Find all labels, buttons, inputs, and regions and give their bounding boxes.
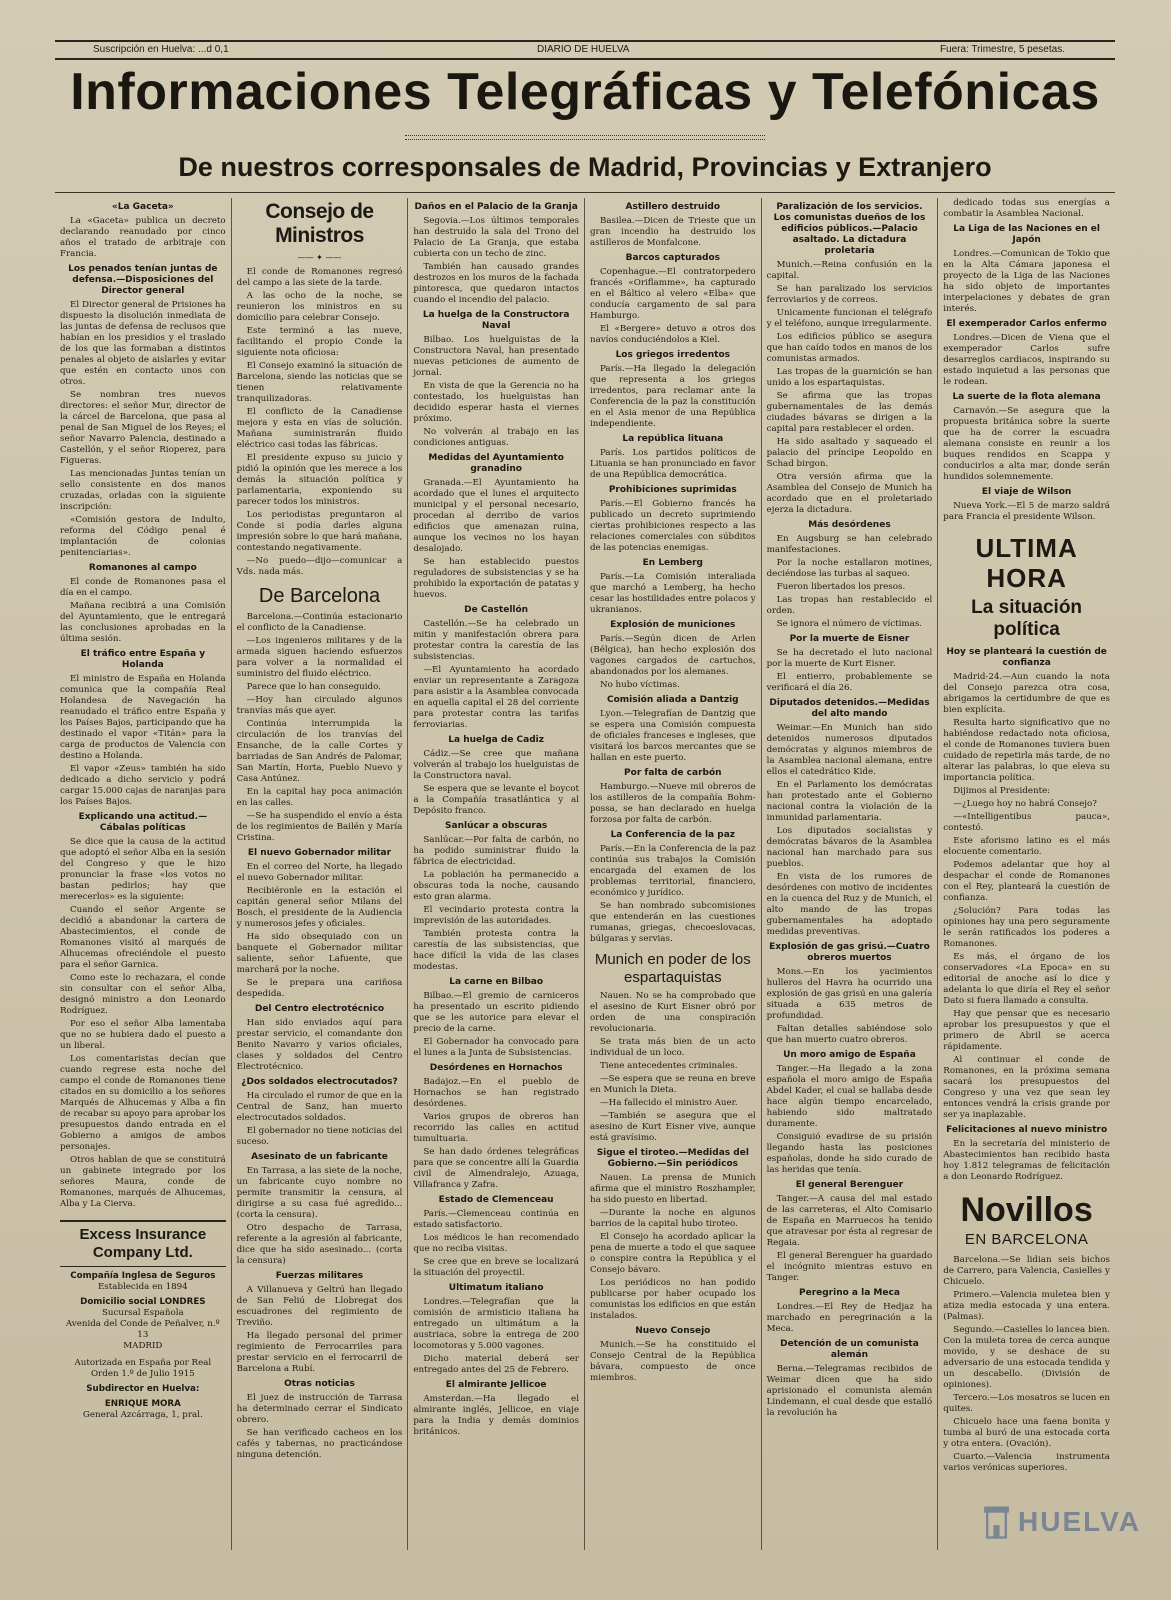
paragraph: Se trata más bien de un acto individual de un loco. [589, 1037, 756, 1058]
paragraph: A Villanueva y Geltrú han llegado de San Feliú de Llobregat dos escuadrones del regimiento de Treviño. [236, 1285, 403, 1328]
paragraph: Se ignora el número de víctimas. [776, 619, 923, 629]
paragraph: El vecindario protesta contra la imprevisión de las autoridades. [413, 905, 579, 926]
paragraph: Castellón.—Se ha celebrado un mitin y manifestación obrera para protestar contra la carestía de las subsistencias. [413, 619, 579, 662]
headline-centro: Del Centro electrotécnico [254, 1004, 385, 1014]
paragraph: Barcelona.—Continúa estacionario el conflicto de la Canadiense. [236, 612, 403, 633]
headline-castellon: De Castellón [464, 605, 529, 615]
headline-jellicoe: El almirante Jellicoe [445, 1380, 547, 1390]
headline-prohibiciones: Prohibiciones suprimidas [608, 485, 737, 495]
paragraph: —También se asegura que el asesino de Kurt Eisner vive, aunque está gravísimo. [589, 1111, 756, 1143]
headline-ultima-hora: ULTIMA HORA [975, 533, 1078, 593]
headline-sanlucar: Sanlúcar a obscuras [445, 821, 548, 831]
paragraph: Basilea.—Dicen de Trieste que un gran incendio ha destruido los astilleros de Monfalcone. [589, 216, 756, 248]
paragraph: No hubo víctimas. [599, 680, 680, 690]
paragraph: Nauen. No se ha comprobado que el asesino de Kurt Eisner obró por orden de una conspiración revolucionaria. [589, 991, 756, 1034]
paragraph: París.—En la Conferencia de la paz continúa sus trabajos la Comisión encargada del examen de los problemas territorial, financiero, económico y jurídico. [589, 844, 756, 898]
headline-novillos: Novillos [960, 1191, 1093, 1229]
headline-actitud: Explicando una actitud.—Cábalas políticas [78, 812, 208, 833]
paragraph: Este aforismo latino es el más elocuente comentario. [943, 836, 1110, 857]
paragraph: —No puedo—dijo—comunicar a Vds. nada más. [236, 556, 403, 577]
headline-ultimatum: Ultimatum italiano [448, 1283, 544, 1293]
paragraph: Barcelona.—Se lidian seis bichos de Carrero, para Valencia, Casielles y Chicuelo. [943, 1255, 1110, 1287]
ornament-divider [405, 135, 765, 140]
paragraph: Hay que pensar que es necesario aprobar los presupuestos y que el primero de Abril se acerca rápidamente. [943, 1009, 1110, 1052]
paragraph: Es más, el órgano de los conservadores «La Epoca» en su editorial de anoche así lo dice y adelanta lo que diría el Rey el señor Dato si fuera llamado a consulta. [943, 952, 1110, 1006]
paragraph: En el correo del Norte, ha llegado el nuevo Gobernador militar. [236, 862, 403, 883]
headline-astillero: Astillero destruido [625, 202, 721, 212]
ad-company-name: Excess Insurance Company Ltd. [60, 1226, 226, 1267]
paragraph: La «Gaceta» publica un decreto declarando reanudado por cinco años el tratado de arbitraje con Francia. [60, 216, 226, 259]
paragraph: También protesta contra la carestía de las subsistencias, que hace difícil la vida de las clases modestas. [413, 929, 579, 972]
paragraph: Cádiz.—Se cree que mañana volverán al trabajo los huelguistas de la Constructora naval. [413, 749, 579, 781]
paragraph: La población ha permanecido a obscuras toda la noche, causando esto gran alarma. [413, 870, 579, 902]
headline-griegos: Los griegos irredentos [615, 350, 731, 360]
headline-granadino: Medidas del Ayuntamiento granadino [428, 453, 564, 474]
page-title: Informaciones Telegráficas y Telefónicas [70, 63, 1100, 121]
paragraph: Nauen. La prensa de Munich afirma que el ministro Roszhampler, ha sido puesto en libertad. [589, 1173, 756, 1205]
paragraph: —El Ayuntamiento ha acordado enviar un representante a Zaragoza para asistir a la Asamblea convocada en aquella capital el 28 del corriente para protestar contra las tarifas ferroviarias. [413, 665, 579, 730]
headline-barcos: Barcos capturados [625, 253, 721, 263]
paragraph: ¿Solución? Para todas las opiniones hay una pero seguramente le serán ratificados los poderes a Romanones. [943, 906, 1110, 949]
headline-japon: La Liga de las Naciones en el Japón [953, 224, 1100, 245]
paragraph: —Hoy han circulado algunos tranvías más que ayer. [236, 695, 403, 716]
paragraph: Fueron libertados los presos. [776, 582, 906, 592]
paragraph: Los edificios público se asegura que han caído todos en manos de los comunistas armados. [766, 332, 933, 364]
paragraph: Los periodistas preguntaron al Conde si podía darles alguna impresión sobre lo que hará mañana, contestando negativamente. [236, 510, 403, 553]
paragraph: El conde de Romanones regresó del campo a las siete de la tarde. [236, 267, 403, 288]
headline-gaceta: «La Gaceta» [111, 202, 174, 212]
paragraph: Resulta harto significativo que no habiéndose redactado nota oficiosa, el conde de Romanones tuviera buen cuidado de repetirla más tarde, de no alterar las palabras, lo que eleva su importancia política. [943, 718, 1110, 783]
paragraph: El ministro de España en Holanda comunica que la compañía Real Holandesa de Navegación ha reanudado el tráfico entre España y los Países Bajos, participando que ha destinado el vapor «Titán» para la carga de productos de Valencia con destino a Holanda. [60, 674, 226, 761]
masthead-subscription: Suscripción en Huelva: ...d 0,1 [93, 44, 229, 55]
paragraph: Parece que lo han conseguido. [246, 682, 381, 692]
paragraph: Se espera que se levante el boycot a la Compañía trasatlántica y al Depósito franco. [413, 784, 579, 816]
paragraph: Los periódicos no han podido publicarse por haber ocupado los comunistas los edificios en que están instalados. [589, 1278, 756, 1321]
column-5 [762, 198, 939, 1550]
paragraph: Al continuar el conde de Romanones, en la próxima semana sacará los presupuestos del Congreso y una vez que sean ley entonces vendrá la crisis grande por ser ya inaplazable. [943, 1055, 1110, 1120]
paragraph: Ha circulado el rumor de que en la Central de Sanz, han muerto electrocutados soldados. [236, 1091, 403, 1123]
paragraph: Mons.—En los yacimientos hulleros del Havra ha ocurrido una explosión de gas grisú en una galería situada a 635 metros de profundidad. [766, 967, 933, 1021]
paragraph: —Durante la noche en algunos barrios de la capital hubo tiroteo. [589, 1208, 756, 1229]
headline-danos: Daños en el Palacio de la Granja [414, 202, 578, 212]
paragraph: Bilbao.—El gremio de carniceros ha presentado un escrito pidiendo que se les autorice para elevar el precio de la carne. [413, 991, 579, 1034]
paragraph: Ha sido obsequiado con un banquete el Gobernador militar saliente, señor Lafuente, que marchará por la noche. [236, 932, 403, 975]
article-columns [55, 198, 1115, 1550]
paragraph: Tercero.—Los mosatros se lucen en quites. [943, 1393, 1110, 1414]
paragraph: Otro despacho de Tarrasa, referente a la agresión al fabricante, dice que ha sido asesinado... (corta la censura) [236, 1223, 403, 1266]
paragraph: Se cree que en breve se localizará la situación del proyectil. [413, 1257, 579, 1278]
paragraph: El presidente expuso su juicio y pidió la opinión que les merece a los demás la situación política y parlamentaria, exponiendo su parecer todos los ministros. [236, 453, 403, 507]
column-4 [585, 198, 762, 1550]
paragraph: El Consejo ha acordado aplicar la pena de muerte a todo el que saquee o conspire contra la República y el Consejo bávaro. [589, 1232, 756, 1275]
paragraph: Se dice que la causa de la actitud que adoptó el señor Alba en la sesión del Congreso y que le hizo pronunciar la frase «los votos no bastan pedirlos; hay que merecerlos» es la siguiente: [60, 837, 226, 902]
paragraph: El vapor «Zeus» también ha sido dedicado a dicho servicio y podrá cargar 15.000 cajas de naranjas para los Países Bajos. [60, 764, 226, 807]
headline-carbon: Por falta de carbón [624, 768, 722, 778]
headline-flota: La suerte de la flota alemana [952, 392, 1101, 402]
column-6 [938, 198, 1115, 1550]
paragraph: Granada.—El Ayuntamiento ha acordado que el lunes el arquitecto municipal y el personal necesario, procedan al derribo de varios edificios que amenazan ruina, aunque los vecinos no los hayan desalojado. [413, 478, 579, 554]
headline-munich: Munich en poder de los espartaquistas [594, 951, 751, 986]
column-2 [232, 198, 409, 1550]
watermark-text: HUELVA [1018, 1506, 1141, 1537]
paragraph: Los médicos le han recomendado que no reciba visitas. [413, 1233, 579, 1254]
headline-consejo: Consejo de Ministros [265, 200, 374, 247]
paragraph: En Tarrasa, a las siete de la noche, un fabricante cuyo nombre no permite transmitir la censura, al dirigirse a su casa fué agredido... (corta la censura). [236, 1166, 403, 1220]
paragraph: Los comentaristas decían que cuando regrese esta noche del campo el conde de Romanones tiene citados en su domicilio a los señores Marqués de Alhucemas y Alba a fin de recabar su apoyo para aprobar los presupuestos dando entrada en el Gobierno a amigos de ambos personajes. [60, 1054, 226, 1152]
masthead-newspaper-name: DIARIO DE HUELVA [537, 44, 630, 55]
paragraph: Se han verificado cacheos en los cafés y tabernas, no practicándose ninguna detención. [236, 1428, 403, 1460]
headline-carne: La carne en Bilbao [449, 977, 544, 987]
paragraph: Se han nombrado subcomisiones que entenderán en las cuestiones rumanas, griegas, checoeslovacas, búlgaras y servias. [589, 901, 756, 944]
paragraph: Se han dado órdenes telegráficas para que se concentre allí la Guardia civil de Almendralejo, Azuaga, Villafranca y Zafra. [413, 1147, 579, 1190]
paragraph: Dijimos al Presidente: [953, 786, 1051, 796]
headline-tiroteo: Sigue el tiroteo.—Medidas del Gobierno.—Sin periódicos [596, 1148, 749, 1169]
headline-lemberg: En Lemberg [642, 558, 703, 568]
masthead [55, 40, 1115, 60]
paragraph: Los diputados socialistas y demócratas bávaros de la Asamblea nacional han marchado para sus pueblos. [766, 826, 933, 869]
headline-trafico: El tráfico entre España y Holanda [80, 649, 206, 670]
headline-paralizacion: Paralización de los servicios. Los comunistas dueños de los edificios públicos.—Palacio asaltado. La dictadura proletaria [773, 202, 926, 256]
paragraph: En la secretaría del ministerio de Abastecimientos han recibido hasta hoy 1.812 telegramas de felicitación a don Leonardo Rodríguez. [943, 1139, 1110, 1182]
paragraph: Faltan detalles sabiéndose solo que han muerto cuatro obreros. [766, 1024, 933, 1045]
paragraph: A las ocho de la noche, se reunieron los ministros en su domicilio para celebrar Consejo. [236, 291, 403, 323]
headline-eisner: Por la muerte de Eisner [789, 634, 910, 644]
paragraph: Por la noche estallaron motines, deciéndose las turbas al saqueo. [766, 558, 933, 579]
paragraph: Dicho material deberá ser entregado antes del 25 de Febrero. [413, 1354, 579, 1375]
paragraph: Londres.—Telegrafían que la comisión de armisticio italiana ha entregado un ultimátum a la austriaca, sobre la entrega de 200 locomotoras y 5.000 vagones. [413, 1297, 579, 1351]
paragraph: Se le prepara una cariñosa despedida. [236, 978, 403, 999]
paragraph: Se afirma que las tropas gubernamentales de las demás ciudades bávaras se dirigen a la capital para restablecer el orden. [766, 391, 933, 434]
paragraph: —«Intelligentibus pauca», contestó. [943, 812, 1110, 833]
paragraph: —Ha fallecido el ministro Auer. [599, 1098, 738, 1108]
paragraph: París. Los partidos políticos de Lituania se han pronunciado en favor de una República democrática. [589, 448, 756, 480]
paragraph: París.—Clemenceau continúa en estado satisfactorio. [413, 1209, 579, 1230]
paragraph: El Director general de Prisiones ha dispuesto la disolución inmediata de las juntas de defensa de reclusos que habían en los presidios y el traslado de los que las formaban a distintos penales al objeto de aislarles y evitar que estén en contacto unos con otros. [60, 300, 226, 387]
paragraph: Como este lo rechazara, el conde sin consultar con el señor Alba, designó ministro a don Leonardo Rodríguez. [60, 973, 226, 1016]
paragraph: En vista de los rumores de desórdenes con motivo de incidentes en la cuenca del Ruz y de Munich, el alto mando de las tropas gubernamentales ha adoptado medidas preventivas. [766, 872, 933, 937]
headline-detencion: Detención de un comunista alemán [780, 1339, 919, 1360]
paragraph: Han sido enviados aquí para prestar servicio, el comandante don Benito Navarro y varios oficiales, clases y soldados del Centro Electrotécnico. [236, 1018, 403, 1072]
paragraph: París.—Ha llegado la delegación que representa a los griegos irredentos, para reclamar ante la Conferencia de la paz la constitución en el Asia menor de una República independiente. [589, 364, 756, 429]
headline-felicitaciones: Felicitaciones al nuevo ministro [946, 1125, 1108, 1135]
paragraph: Recibiéronle en la estación el capitán general señor Milans del Bosch, el presidente de la Audiencia y numerosos jefes y oficiales. [236, 886, 403, 929]
paragraph: Unicamente funcionan el telégrafo y el teléfono, aunque irregularmente. [766, 308, 933, 329]
paragraph: Se han establecido puestos reguladores de subsistencias y se ha prohibido la exportación de patatas y huevos. [413, 557, 579, 600]
headline-mas-desordenes: Más desórdenes [808, 520, 891, 530]
headline-huelga-naval: La huelga de la Constructora Naval [422, 310, 570, 331]
paragraph: París.—Según dicen de Arlen (Bélgica), han hecho explosión dos vagones cargados de cartuchos, abandonados por los alemanes. [589, 634, 756, 677]
paragraph: Ha sido asaltado y saqueado el palacio del príncipe Leopoldo en Schad birgon. [766, 437, 933, 469]
paragraph: Se nombran tres nuevos directores: el señor Mur, director de la cárcel de Barcelona, que pasa al penal de San Miguel de los Reyes; el señor Navarro Palencia, destinado a Castellón, y el señor Rioperez, para Figueras. [60, 390, 226, 466]
ad-line: Autorizada en España por Real Orden 1.º de Julio 1915 [74, 1358, 212, 1379]
paragraph: Munich.—Reina confusión en la capital. [766, 260, 933, 281]
headline-hornachos: Desórdenes en Hornachos [429, 1063, 563, 1073]
archive-watermark [981, 1494, 1141, 1550]
paragraph: Primero.—Valencia muletea bien y atiza media estocada y una entera. (Palmas). [943, 1290, 1110, 1322]
paragraph: dedicado todas sus energías a combatir la Asamblea Nacional. [943, 198, 1110, 219]
masthead-price: Fuera: Trimestre, 5 pesetas. [939, 44, 1065, 55]
paragraph: Copenhague.—El contratorpedero francés «Oriflamme», ha capturado en el Báltico al velero «Elba» que conducía cargamento de sal para Hamburgo. [589, 267, 756, 321]
paragraph: «Comisión gestora de Indulto, reforma del Código penal é implantación de colonias penitenciarias». [60, 515, 226, 558]
paragraph: Otros hablan de que se constituirá un gabinete integrado por los señores Maura, conde de Romanones, marqués de Alhucemas, Alba y La Cierva. [60, 1155, 226, 1209]
paragraph: El entierro, probablemente se verificará el día 26. [766, 672, 933, 693]
paragraph: Londres.—El Rey de Hedjaz ha marchado en peregrinación a la Meca. [766, 1302, 933, 1334]
paragraph: Otra versión afirma que la Asamblea del Consejo de Munich ha acordado que en el proletariado ejerza la dictadura. [766, 472, 933, 515]
headline-clemenceau: Estado de Clemenceau [438, 1195, 554, 1205]
paragraph: En la capital hay poca animación en las calles. [236, 787, 403, 808]
paragraph: Se han paralizado los servicios ferroviarios y de correos. [766, 284, 933, 305]
headline-lituana: La república lituana [622, 434, 724, 444]
paragraph: Nueva York.—El 5 de marzo saldrá para Francia el presidente Wilson. [943, 501, 1110, 522]
paragraph: Cuarto.—Valencia instrumenta varios verónicas superiores. [943, 1452, 1110, 1473]
paragraph: Weimar.—En Munich han sido detenidos numerosos diputados demócratas y algunos miembros de la Asamblea nacional alemana, entre ellos el catedrático Kide. [766, 723, 933, 777]
ornament-icon: —— ✦ —— [297, 253, 342, 262]
paragraph: El «Bergere» detuvo a otros dos navíos conduciéndolos a Kiel. [589, 324, 756, 345]
paragraph: Madrid-24.—Aun cuando la nota del Consejo parezca otra cosa, abrigamos la certidumbre de que es bien explícita. [943, 672, 1110, 715]
ad-line: Establecida en 1894 [97, 1282, 188, 1292]
ad-line: General Azcárraga, 1, pral. [82, 1410, 203, 1420]
headline-nuevo-consejo: Nuevo Consejo [635, 1326, 711, 1336]
ad-line: Subdirector en Huelva: [86, 1384, 200, 1394]
headline-situacion-politica: La situación política [971, 597, 1083, 640]
paragraph: Badajoz.—En el pueblo de Hornachos se han registrado desórdenes. [413, 1077, 579, 1109]
paragraph: Berna.—Telegramas recibidos de Weimar dicen que ha sido aprisionado el comunista alemán Lindemann, el cual desde que estalló la revolución ha [766, 1364, 933, 1418]
headline-berenguer: El general Berenguer [795, 1180, 904, 1190]
headline-cadiz: La huelga de Cadiz [448, 735, 544, 745]
paragraph: Chicuelo hace una faena bonita y tumba al buró de una estocada corta y otra entera. (Ovación). [943, 1417, 1110, 1449]
paragraph: Consiguió evadirse de su prisión llegando hasta las posiciones españolas, donde ha sido curado de las heridas que tenía. [766, 1132, 933, 1175]
paragraph: El conflicto de la Canadiense mejora y esta en vías de solución. Mañana suministrarán fluido eléctrico casi todas las fábricas. [236, 407, 403, 450]
headline-gobernador: El nuevo Gobernador militar [247, 848, 392, 858]
headline-diputados: Diputados detenidos.—Medidas del alto mando [769, 698, 930, 719]
paragraph: Segundo.—Casielles lo lancea bien. Con la muleta torea de cerca aunque movido, y se deshace de su adversario de una estocada tendida y un descabello. (División de opiniones). [943, 1325, 1110, 1390]
ad-line: Domicilio social LONDRES [80, 1297, 206, 1307]
paragraph: En el Parlamento los demócratas han protestado ante el Gobierno nacional contra la violación de la inmunidad parlamentaria. [766, 780, 933, 823]
headline-confianza: Hoy se planteará la cuestión de confianza [946, 647, 1107, 668]
headline-barcelona: De Barcelona [258, 585, 381, 607]
paragraph: No volverán al trabajo en las condiciones antiguas. [413, 427, 579, 448]
paragraph: Londres.—Comunican de Tokio que en la Alta Cámara japonesa el proyecto de la Liga de las Naciones ha sido objeto de importantes interpelaciones y debates de gran interés. [943, 249, 1110, 314]
paragraph: También han causado grandes destrozos en los muros de la fachada pintoresca, que quedaron intactos cuando el incendio del palacio. [413, 262, 579, 305]
headline-moro: Un moro amigo de España [783, 1050, 916, 1060]
headline-conferencia: La Conferencia de la paz [610, 830, 736, 840]
paragraph: Tanger.—A causa del mal estado de las carreteras, el Alto Comisario de España en Marruecos ha tenido que atravesar por ésta al regresar de Regaia. [766, 1194, 933, 1248]
paragraph: —¿Luego hoy no habrá Consejo? [953, 799, 1097, 809]
paragraph: Tiene antecedentes criminales. [599, 1061, 738, 1071]
paragraph: Amsterdan.—Ha llegado el almirante inglés, Jellicoe, en viaje para la India y demás dominios británicos. [413, 1394, 579, 1437]
header-rule [55, 192, 1115, 193]
headline-asesinato: Asesinato de un fabricante [251, 1152, 388, 1162]
paragraph: Londres.—Dicen de Viena que el exemperador Carlos sufre desarreglos cardiacos, inspirando su estado inquietud a las personas que le rodean. [943, 333, 1110, 387]
tower-icon [981, 1498, 1012, 1546]
paragraph: Por eso el señor Alba lamentaba que no se hubiera dado el puesto a un liberal. [60, 1019, 226, 1051]
headline-carlos: El exemperador Carlos enfermo [946, 319, 1107, 329]
paragraph: Las tropas de la guarnición se han unido a los espartaquistas. [766, 367, 933, 388]
insurance-advertisement [60, 1220, 226, 1421]
headline-grisu: Explosión de gas grisú.—Cuatro obreros muertos [769, 942, 930, 963]
headline-fuerzas: Fuerzas militares [275, 1271, 364, 1281]
paragraph: Varios grupos de obreros han recorrido las calles en actitud tumultuaria. [413, 1112, 579, 1144]
headline-meca: Peregrino a la Meca [799, 1288, 900, 1298]
ad-line: Sucursal Española [101, 1308, 184, 1318]
column-3 [408, 198, 585, 1550]
headline-otras: Otras noticias [284, 1379, 355, 1389]
paragraph: El Consejo examinó la situación de Barcelona, siendo las noticias que se tienen relativamente tranquilizadoras. [236, 361, 403, 404]
paragraph: Bilbao. Los huelguistas de la Constructora Naval, han presentado nuevas peticiones de aumento de jornal. [413, 335, 579, 378]
paragraph: París.—El Gobierno francés ha publicado un decreto suprimiendo ciertas prohibiciones respecto a las relaciones comerciales con súbditos de las potencias enemigas. [589, 499, 756, 553]
column-1 [55, 198, 232, 1550]
ad-line: Compañía Inglesa de Seguros [70, 1271, 216, 1281]
paragraph: Las mencionadas Juntas tenían un sello consistente en dos manos cruzadas, orladas con la siguiente inscripción: [60, 469, 226, 512]
headline-soldados: ¿Dos soldados electrocutados? [241, 1077, 398, 1087]
paragraph: Se ha decretado el luto nacional por la muerte de Kurt Eisner. [766, 648, 933, 669]
paragraph: El conde de Romanones pasa el día en el campo. [60, 577, 226, 598]
paragraph: El gobernador no tiene noticias del suceso. [236, 1126, 403, 1147]
ad-line: ENRIQUE MORA [104, 1399, 181, 1409]
paragraph: Podemos adelantar que hoy al despachar el conde de Romanones con el Rey, planteará la cuestión de confianza. [943, 860, 1110, 903]
headline-penados: Los penados tenían juntas de defensa.—Disposiciones del Director general [68, 264, 218, 296]
paragraph: Hamburgo.—Nueve mil obreros de los astilleros de la compañía Bohm-possa, se han declarado en huelga forzosa por falta de carbón. [589, 782, 756, 825]
paragraph: El Gobernador ha convocado para el lunes a la Junta de Subsistencias. [413, 1037, 579, 1058]
paragraph: Carnavón.—Se asegura que la propuesta británica sobre la suerte que ha de correr la escuadra alemana consiste en reunir a los buques rendidos en Scappa y conducirlos a alta mar, donde serán hundidos solemnemente. [943, 406, 1110, 482]
headline-wilson: El viaje de Wilson [981, 487, 1072, 497]
paragraph: Las tropas han restablecido el orden. [766, 595, 933, 616]
paragraph: Cuando el señor Argente se decidió a abandonar la cartera de Abastecimientos, el conde de Romanones visitó al marqués de Alhucemas ofreciéndole el puesto para el señor Garnica. [60, 905, 226, 970]
page-subtitle: De nuestros corresponsales de Madrid, Provincias y Extranjero [178, 152, 992, 182]
paragraph: Lyon.—Telegrafían de Dantzig que se espera una Comisión compuesta de oficiales franceses e ingleses, que visitará los barcos mercantes que se hallan en este puerto. [589, 709, 756, 763]
ad-line: MADRID [123, 1341, 163, 1351]
paragraph: Munich.—Se ha constituido el Consejo Central de la República bávara, compuesto de once miembros. [589, 1340, 756, 1383]
paragraph: Ha llegado personal del primer regimiento de Ferrocarriles para prestar servicio en el ferrocarril de Barcelona a Rubí. [236, 1331, 403, 1374]
paragraph: El juez de instrucción de Tarrasa ha determinado cerrar el Sindicato obrero. [236, 1393, 403, 1425]
headline-explosion: Explosión de municiones [610, 620, 736, 630]
paragraph: Continúa interrumpida la circulación de los tranvías del Ensanche, de la calle Cortes y barriadas de San Andrés de Palomar, San Martín, Horta, Pueblo Nuevo y Casa Antúnez. [236, 719, 403, 784]
paragraph: Mañana recibirá a una Comisión del Ayuntamiento, que le entregará las conclusiones aprobadas en la última sesión. [60, 601, 226, 644]
headline-romanones: Romanones al campo [88, 563, 197, 573]
paragraph: Segovia.—Los últimos temporales han destruido la sala del Trono del Palacio de La Granja, que estaba cubierta con un techo de zinc. [413, 216, 579, 259]
paragraph: Tanger.—Ha llegado a la zona española el moro amigo de España Abdel Kader, el cual se hallaba desde hace algún tiempo encarcelado, habiendo sido maltratado duramente. [766, 1064, 933, 1129]
headline-dantzig: Comisión aliada a Dantzig [606, 695, 739, 705]
paragraph: El general Berenguer ha guardado el incógnito mientras estuvo en Tanger. [766, 1251, 933, 1283]
paragraph: —Se espera que se reuna en breve en Munich la Dieta. [589, 1074, 756, 1095]
paragraph: En vista de que la Gerencia no ha contestado, los huelguistas han decidido esperar hasta el viernes próximo. [413, 381, 579, 424]
paragraph: En Augsburg se han celebrado manifestaciones. [766, 534, 933, 555]
ad-line: Avenida del Conde de Peñalver, n.º 13 [65, 1319, 220, 1340]
paragraph: Este terminó a las nueve, facilitando el propio Conde la siguiente nota oficiosa: [236, 326, 403, 358]
paragraph: Sanlúcar.—Por falta de carbón, no ha podido suministrar fluido la fábrica de electricidad. [413, 835, 579, 867]
paragraph: —Los ingenieros militares y de la armada siguen haciendo esfuerzos para volver a la normalidad el suministro del fluido eléctrico. [236, 636, 403, 679]
paragraph: París.—La Comisión interaliada que marchó a Lemberg, ha hecho cesar las hostilidades entre polacos y ukranianos. [589, 572, 756, 615]
headline-en-barcelona: EN BARCELONA [964, 1231, 1089, 1248]
paragraph: —Se ha suspendido el envío a ésta de los regimientos de Bailén y María Cristina. [236, 811, 403, 843]
